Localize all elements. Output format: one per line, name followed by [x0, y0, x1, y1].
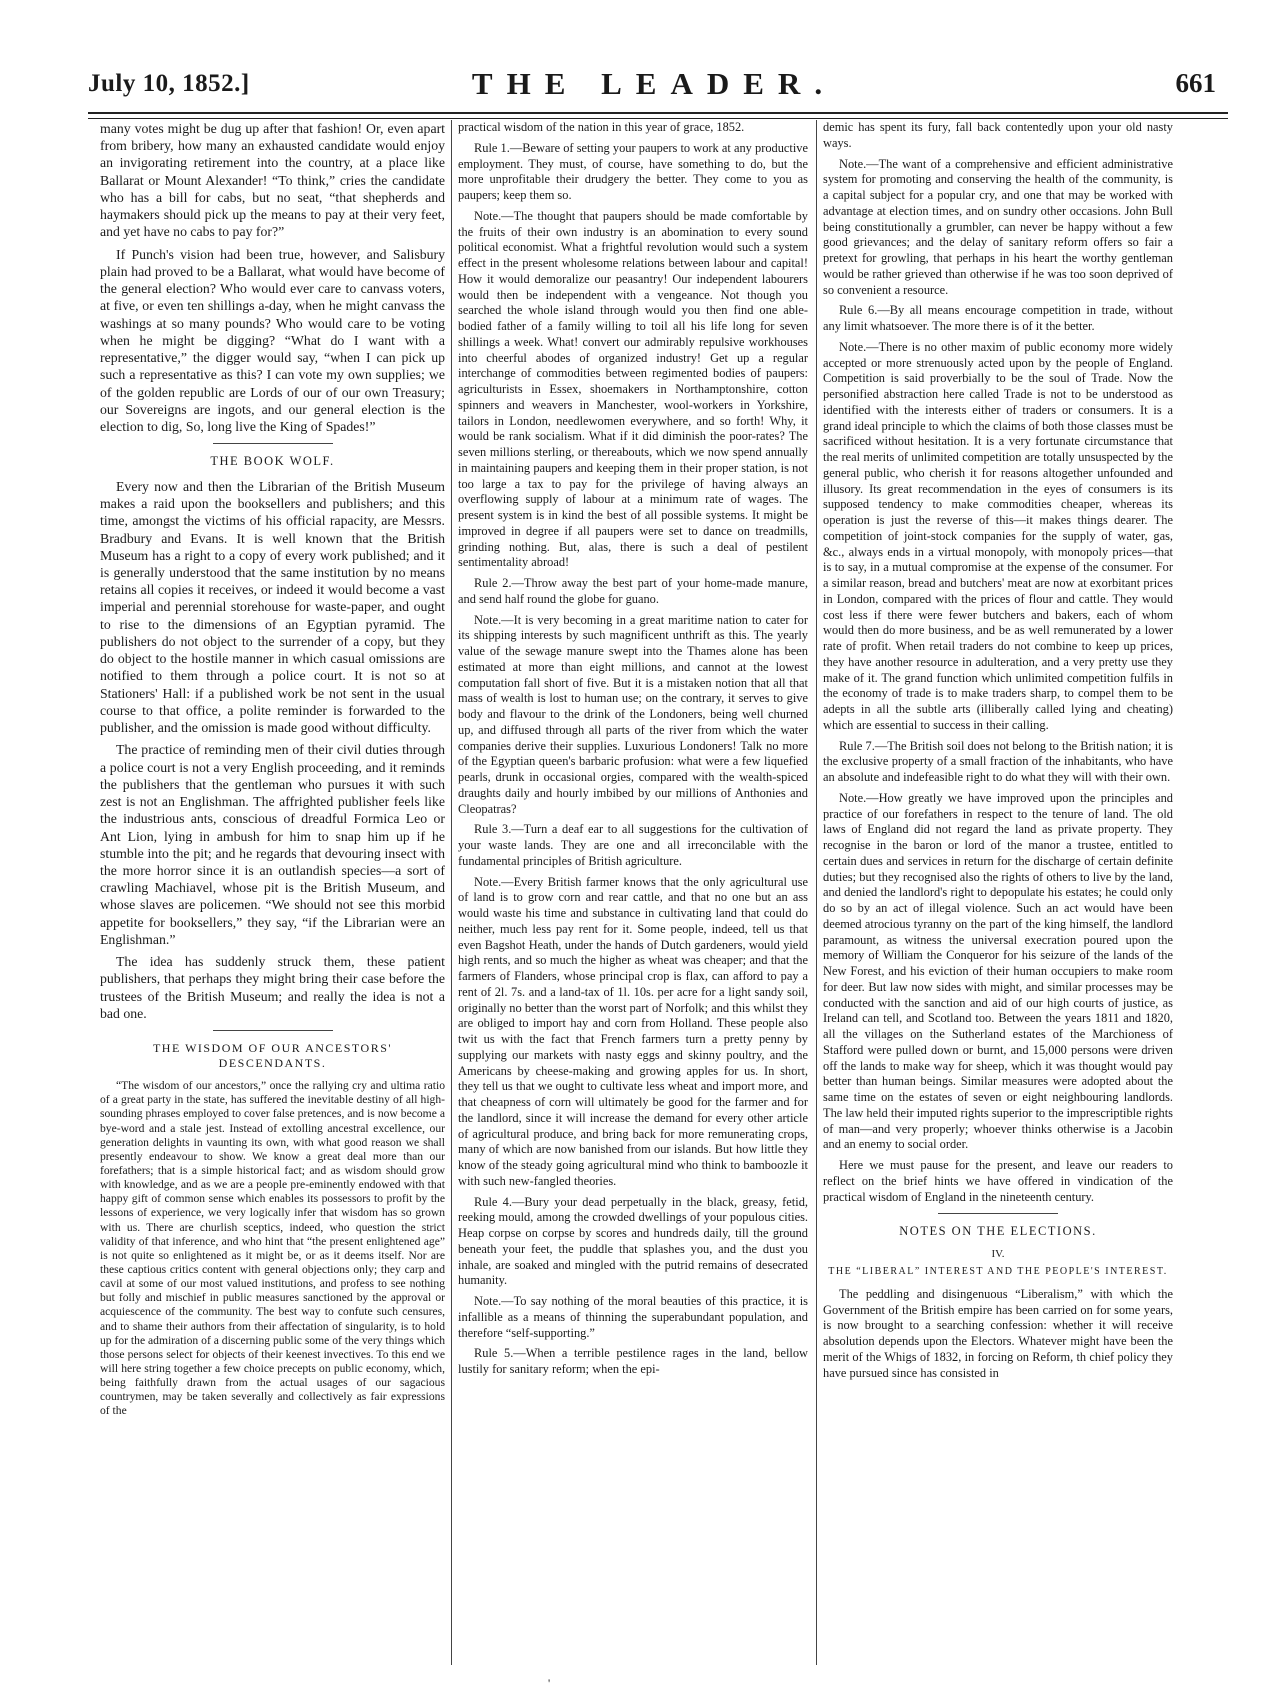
issue-date: July 10, 1852.]: [88, 70, 250, 97]
rule-3: Rule 3.—Turn a deaf ear to all suggestions for the cultivation of your waste lands. They are one and all irreconcilable with the fundamental principles of British agriculture.: [458, 822, 808, 868]
rule-7: Rule 7.—The British soil does not belong to the British nation; it is the exclusive property of a small fraction of the inhabitants, who have an absolute and indefeasible right to do what they will with their own.: [823, 738, 1173, 784]
section-rule: [213, 1030, 333, 1031]
section-heading-wisdom: THE WISDOM OF OUR ANCESTORS' DESCENDANTS.: [152, 1041, 393, 1071]
rule-2: Rule 2.—Throw away the best part of your home-made manure, and send half round the globe for guano.: [458, 576, 808, 606]
note: Note.—How greatly we have improved upon the principles and practice of our forefathers in respect to the tenure of land. The old laws of England did not regard the land as private property. They recognise in the baron or lord of the manor a trustee, entitled to certain dues and services in return for the discharge of certain definite duties; but they recognised also the rights of others to live by the land, and denied the landlord's right to depopulate his estates; he could only do so by an act of illegal violence. Such an act would have been deemed atrocious tyranny on the part of the king himself, the landlord paramount, as witness the universal execration poured upon the memory of William the Conqueror for his seizure of the lands of the New Forest, and his eviction of their human occupiers to make room for deer. But law now sides with might, and similar processes may be conducted with the sanction and aid of our high courts of justice, as Ireland can tell, and Scotland too. Between the years 1811 and 1820, all the villages on the Sutherland estates of the Marchioness of Stafford were pulled down or burnt, and 15,000 persons were driven off the lands to make way for sheep, which it was thought would pay better than human beings. Similar measures were adopted about the same time on the estates of seven or eight neighbouring landlords. The law held their imputed rights superior to the imprescriptible rights of man—and very properly; whoever thinks otherwise is a Jacobin and an enemy to social order.: [823, 790, 1173, 1152]
paragraph: The peddling and disingenuous “Liberalism,” with which the Government of the British empire has been carried on for some years, is now brought to a searching confession: whether it will receive absolution depends upon the Electors. Whatever might have been the merit of the Whigs of 1832, in forcing on Reform, th chief policy they have pursued since has consisted in: [823, 1286, 1173, 1380]
rule-1: Rule 1.—Beware of setting your paupers to work at any productive employment. They must, of course, have something to do, but the more unprofitable their drudgery the better. They come to you as paupers; keep them so.: [458, 140, 808, 202]
paragraph: “The wisdom of our ancestors,” once the rallying cry and ultima ratio of a great party in the state, has suffered the inevitable destiny of all high-sounding phrases employed to cover false pretences, and is now become a bye-word and a stale jest. Instead of extolling ancestral excellence, our generation delights in vaunting its own, with what good reason we shall presently endeavour to show. We know a great deal more than our forefathers; that is a simple historical fact; and as wisdom should grow with knowledge, and as we are a people pre-eminently endowed with that happy gift of common sense which enables its possessors to profit by the lessons of experience, we very logically infer that wisdom has so grown with us. There are churlish sceptics, indeed, who question the strict validity of that inference, and who hint that “the present enlightened age” is not quite so enlightened as it might be, or as it deems itself. Nor are these captious critics content with general objections only; they carp and cavil at some of our most valued institutions, and profess to see nothing but folly and mischief in public measures sanctioned by the approval or acquiescence of the community. The best way to confute such censures, and to shame their authors from their affectation of singularity, is to hold up for the admiration of a discerning public some of the very things which those persons select for objects of their keenest invectives. To this end we will here string together a few choice precepts on public economy, which, being faithfully drawn from the actual usages of our sagacious countrymen, may be taken severally and collectively as fair expressions of the: [100, 1079, 445, 1418]
paragraph: demic has spent its fury, fall back contentedly upon your old nasty ways.: [823, 120, 1173, 150]
paragraph: If Punch's vision had been true, however, and Salisbury plain had proved to be a Ballarat, what would have become of the general election? Who would ever care to canvass voters, at five, or even ten shillings a-day, when he might canvass the washings at so many pounds? Who would care to be voting when he might be digging? “What do I want with a representative,” the digger would say, “when I can pick up such a representative as this? I can vote my own supplies; we of the golden republic are Lords of our of our own Treasury; our Sovereigns are ingots, and our general election is the election to dig, So, long live the King of Spades!”: [100, 246, 445, 434]
masthead: [80, 52, 1228, 112]
section-rule: [938, 1213, 1058, 1214]
note: Note.—It is very becoming in a great maritime nation to cater for its shipping interests by such magnificent unthrift as this. The yearly value of the sewage manure swept into the Thames alone has been estimated at more than eight millions, and cannot at the lowest computation fall short of five. But it is a mistaken notion that all that mass of wealth is lost to human use; on the contrary, it serves to give body and flavour to the drink of the Londoners, being well churned up, and diffused through all parts of the river from which the water companies derive their supplies. Luxurious Londoners! Talk no more of the Egyptian queen's barbaric profusion: what were a few liquefied pearls, drunk in occasional orgies, compared with the wealth-spiced draughts daily and hourly imbibed by our millions of Anthonies and Cleopatras?: [458, 612, 808, 816]
column-divider: [816, 120, 817, 1665]
newspaper-title: THE LEADER.: [471, 66, 837, 101]
rule-6: Rule 6.—By all means encourage competition in trade, without any limit whatsoever. The more there is of it the better.: [823, 303, 1173, 333]
rule-5: Rule 5.—When a terrible pestilence rages in the land, bellow lustily for sanitary reform; when the epi-: [458, 1346, 808, 1376]
column-1: [100, 120, 445, 1423]
section-rule: [213, 443, 333, 444]
column-divider: [451, 120, 452, 1665]
page-number: 661: [1175, 68, 1216, 98]
note: Note.—There is no other maxim of public economy more widely accepted or more strenuously acted upon by the people of England. Competition is said proverbially to be the soul of Trade. Now the personified abstraction here called Trade is not to be understood as identified with the interests either of traders or consumers. It is a grand ideal principle to which the claims of both those classes must be sacrificed without hesitation. It is a very fortunate circumstance that the real merits of unlimited competition are totally unsuspected by the general public, who cherish it for reasons altogether unfounded and illusory. Its great recommendation in the eyes of consumers is its supposed tendency to make commodities cheaper, whereas its operation is just the reverse of this—it makes things dearer. The competition of joint-stock companies for the supply of water, gas, &c., always ends in a virtual monopoly, with monopoly prices—that is to say, in a mutual compromise at the expense of the consumer. For a similar reason, bread and butchers' meat are now at exorbitant prices in London, compared with the prices of flour and cattle. They would cost less if there were fewer butchers and bakers, each of whom would then do more business, and be as well remunerated by a lower rate of profit. When retail traders do not combine to keep up prices, they have another resource in adulteration, and a very pretty use they make of it. The grand function which unlimited competition fulfils in the economy of trade is to make traders sharp, to compel them to be adepts in all the subtle arts (illiberally called lying and cheating) which are essential to success in their calling.: [823, 339, 1173, 732]
note: Note.—Every British farmer knows that the only agricultural use of land is to grow corn and rear cattle, and that no one but an ass would waste his time and substance in cultivating land that could do neither, much less pay rent for it. Some people, indeed, tell us that even Bagshot Heath, under the hands of Dutch gardeners, would yield high rents, and so much the higher as wheat was cheaper; and that the farmers of Flanders, whose principal crop is flax, can afford to pay a rent of 2l. 7s. and a land-tax of 1l. 10s. per acre for a light sandy soil, originally no better than the worst part of Norfolk; and this whilst they are obliged to import hay and corn from Holland. These people also twit us with the fact that French farmers turn a pretty penny by supplying our markets with nasty eggs and skinny poultry, and the Americans by cheese-making and growing apples for us. In short, they tell us that we ought to cultivate less wheat and import more, and that cheapness of corn will ultimately be good for the farmer and for the landlord, since it will increase the demand for every other article of agricultural produce, and bring back for more remunerating crops, many of which are now banished from our islands. But how little they know of the steady going agricultural mind who think to bamboozle it with such new-fangled theories.: [458, 874, 808, 1188]
masthead-rule: [88, 112, 1228, 119]
paragraph: The idea has suddenly struck them, these patient publishers, that perhaps they might bring their case before the trustees of the British Museum; and really the idea is not a bad one.: [100, 954, 445, 1021]
paragraph: The practice of reminding men of their civil duties through a police court is not a very English proceeding, and it reminds the publishers that the gentleman who pursues it with such zest is not an Englishman. The affrighted publisher feels like the industrious ants, conscious of dreadful Formica Leo or Ant Lion, lying in ambush for him to snap him up if he stumble into the pit; and he regards that devouring insect with the more horror since it is an outlandish species—a sort of crawling Machiavel, whose pit is the British Museum, and whose slaves are policemen. “We should not see this morbid appetite for booksellers,” they say, “if the Librarian were an Englishman.”: [100, 742, 445, 947]
paragraph: many votes might be dug up after that fashion! Or, even apart from bribery, how many an exhausted candidate would enjoy an invigorating retirement into the country, at a place like Ballarat or Mount Alexander! “To think,” cries the candidate who has a bill for cabs, but no seat, “that shepherds and haymakers should pick up the means to pay at their very feet, and yet have no cabs to pay for?”: [100, 121, 445, 240]
paragraph: Here we must pause for the present, and leave our readers to reflect on the brief hints we have offered in vindication of the practical wisdom of England in the nineteenth century.: [823, 1158, 1173, 1204]
column-3: [823, 120, 1173, 1386]
column-2: [458, 120, 808, 1383]
footer-mark: ': [548, 1676, 551, 1690]
paragraph: Every now and then the Librarian of the British Museum makes a raid upon the booksellers and publishers; and this time, amongst the victims of his official rapacity, are Messrs. Bradbury and Evans. It is well known that the British Museum has a right to a copy of every work published; and it is generally understood that the same institution by no means retains all copies it receives, or indeed it would become a vast imperial and perennial storehouse for waste-paper, and ought to rise to the dimensions of an Egyptian pyramid. The publishers do not object to the surrender of a copy, but they do object to the hostile manner in which casual omissions are notified to them through a police court. It is not so at Stationers' Hall: if a published work be not sent in the usual course to that office, a polite reminder is forwarded to the publisher, and the omission is made good without difficulty.: [100, 478, 445, 736]
section-number: IV.: [991, 1248, 1005, 1261]
section-heading-book-wolf: THE BOOK WOLF.: [210, 454, 335, 469]
rule-4: Rule 4.—Bury your dead perpetually in the black, greasy, fetid, reeking mould, among the crowded dwellings of your populous cities. Heap corpse on corpse by scores and hundreds daily, till the ground beneath your feet, the puddle that splashes you, and the dust you inhale, are soaked and mingled with the putrid remains of desecrated humanity.: [458, 1194, 808, 1288]
note: Note.—The want of a comprehensive and efficient administrative system for promoting and conserving the health of the community, is a capital subject for a popular cry, and one that may be worked with advantage at election times, and on sundry other occasions. John Bull being constitutionally a grumbler, can never be happy without a few good grievances; and the delay of sanitary reform offers so fair a pretext for growling, that perhaps in his heart the worthy gentleman would be rather grieved than otherwise if he was too soon deprived of so convenient a resource.: [823, 156, 1173, 297]
note: Note.—To say nothing of the moral beauties of this practice, it is infallible as a means of thinning the superabundant population, and therefore “self-supporting.”: [458, 1294, 808, 1340]
paragraph: practical wisdom of the nation in this year of grace, 1852.: [458, 120, 745, 134]
note: Note.—The thought that paupers should be made comfortable by the fruits of their own industry is an abomination to every sound political economist. What a frightful revolution would such a system effect in the present wholesome relations between labour and capital! How it would demoralize our peasantry! Our independent labourers would then be independent with a vengeance. Not though you searched the whole island through would you then find one able-bodied father of a family willing to toil all his life long for seven shillings a week. What! convert our admirably repulsive workhouses into cheerful abodes of organized industry! Get up a regular interchange of commodities between regimented bodies of paupers: agriculturists in Essex, shoemakers in Northamptonshire, cotton spinners and weavers in Manchester, wool-workers in Yorkshire, tailors in London, needlewomen everywhere, and so forth! Why, it would be rank socialism. What if it did diminish the poor-rates? The seven millions sterling, or thereabouts, which we now spend annually in maintaining paupers and keeping them in their proper station, is not too large a tax to pay for the privilege of having always an overflowing supply of labour at a minimum rate of wages. The present system is in kind the best of all possible systems. It might be improved in degree if all paupers were set to dance on treadmills, grinding nothing. But, alas, there is such a deal of pestilent sentimentality abroad!: [458, 208, 808, 570]
section-subheading: THE “LIBERAL” INTEREST AND THE PEOPLE'S INTEREST.: [828, 1266, 1168, 1278]
section-heading-notes: NOTES ON THE ELECTIONS.: [899, 1224, 1097, 1239]
